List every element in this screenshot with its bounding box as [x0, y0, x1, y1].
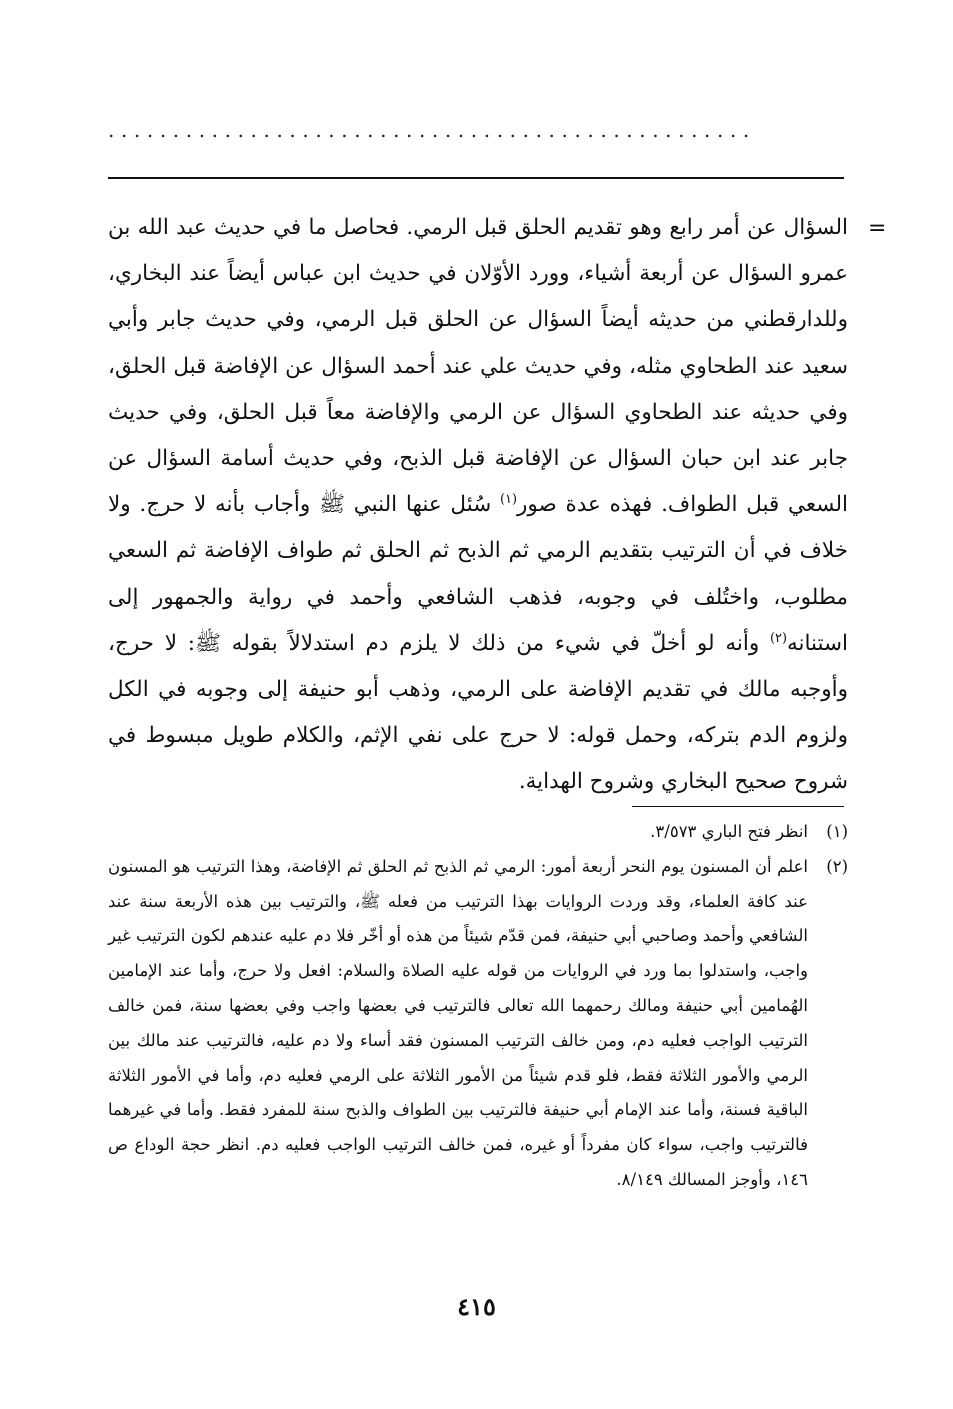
page-number: ٤١٥ — [457, 1292, 496, 1321]
footnotes-block — [108, 815, 848, 1198]
header-dotted-line: .................................................. — [108, 118, 756, 138]
footnote-number: (١) — [826, 822, 848, 841]
main-text-block — [108, 205, 848, 806]
footnote-separator — [632, 806, 844, 807]
footnote-1 — [108, 815, 848, 850]
paragraph-part-3: وأنه لو أخلّ في شيء من ذلك لا يلزم دم استدلالاً بقوله ﷺ: لا حرج، وأوجبه مالك في تقديم الإفاضة على الرمي، وذهب أبو حنيفة إلى وجوبه في الكل ولزوم الدم بتركه، وحمل قوله: لا حرج على نفي الإثم، والكلام طويل مبسوط في شروح صحيح البخاري وشروح الهداية. — [108, 630, 848, 795]
footnote-2 — [108, 850, 848, 1198]
footnote-number: (٢) — [826, 856, 848, 876]
paragraph-part-2: سُئل عنها النبي ﷺ وأجاب بأنه لا حرج. ولا خلاف في أن الترتيب بتقديم الرمي ثم الذبح ثم الحلق ثم طواف الإفاضة ثم السعي مطلوب، واختُلف في وجوبه، فذهب الشافعي وأحمد في رواية والجمهور إلى استنانه — [108, 492, 848, 656]
continuation-mark: = — [868, 216, 887, 241]
header-rule — [108, 177, 844, 179]
footnote-text: اعلم أن المسنون يوم النحر أربعة أمور: الرمي ثم الذبح ثم الحلق ثم الإفاضة، وهذا الترتيب هو المسنون عند كافة العلماء، وقد وردت الروايات بهذا الترتيب من فعله ﷺ، والترتيب بين هذه الأربعة سنة عند الشافعي وأحمد وصاحبي أبي حنيفة، فمن قدّم شيئاً من هذه أو أخّر فلا دم عليه عندهم لكون الترتيب غير واجب، واستدلوا بما ورد في الروايات من قوله عليه الصلاة والسلام: افعل ولا حرج، وأما عند الإمامين الهُمامين أبي حنيفة ومالك رحمهما الله تعالى فالترتيب في بعضها واجب وفي بعضها سنة، فمن خالف الترتيب الواجب فعليه دم، ومن خالف الترتيب المسنون فقد أساء ولا دم عليه، فالترتيب عند مالك بين الرمي والأمور الثلاثة فقط، فلو قدم شيئاً من الأمور الثلاثة على الرمي فعليه دم، وأما في الأمور الثلاثة الباقية فسنة، وأما عند الإمام أبي حنيفة فالترتيب بين الطواف والذبح سنة للمفرد فقط. وأما في غيرهما فالترتيب واجب، سواء كان مفرداً أو غيره، فمن خالف الترتيب الواجب فعليه دم. انظر حجة الوداع ص ١٤٦، وأوجز المسالك ٨/١٤٩. — [108, 856, 808, 1189]
footnote-text: انظر فتح الباري ٣/٥٧٣. — [650, 822, 808, 841]
paragraph-part-1: السؤال عن أمر رابع وهو تقديم الحلق قبل الرمي. فحاصل ما في حديث عبد الله بن عمرو السؤال عن أربعة أشياء، وورد الأوّلان في حديث ابن عباس أيضاً عند البخاري، وللدارقطني من حديثه أيضاً السؤال عن الحلق قبل الرمي، وفي حديث جابر وأبي سعيد عند الطحاوي مثله، وفي حديث علي عند أحمد السؤال عن الإفاضة قبل الحلق، وفي حديثه عند الطحاوي السؤال عن الرمي والإفاضة معاً قبل الحلق، وفي حديث جابر عند ابن حبان السؤال عن الإفاضة قبل الذبح، وفي حديث أسامة السؤال عن السعي قبل الطواف. فهذه عدة صور — [108, 215, 848, 518]
footnote-ref-2[interactable]: (٢) — [769, 630, 787, 646]
main-paragraph — [108, 205, 848, 806]
footnote-ref-1[interactable]: (١) — [499, 492, 517, 508]
